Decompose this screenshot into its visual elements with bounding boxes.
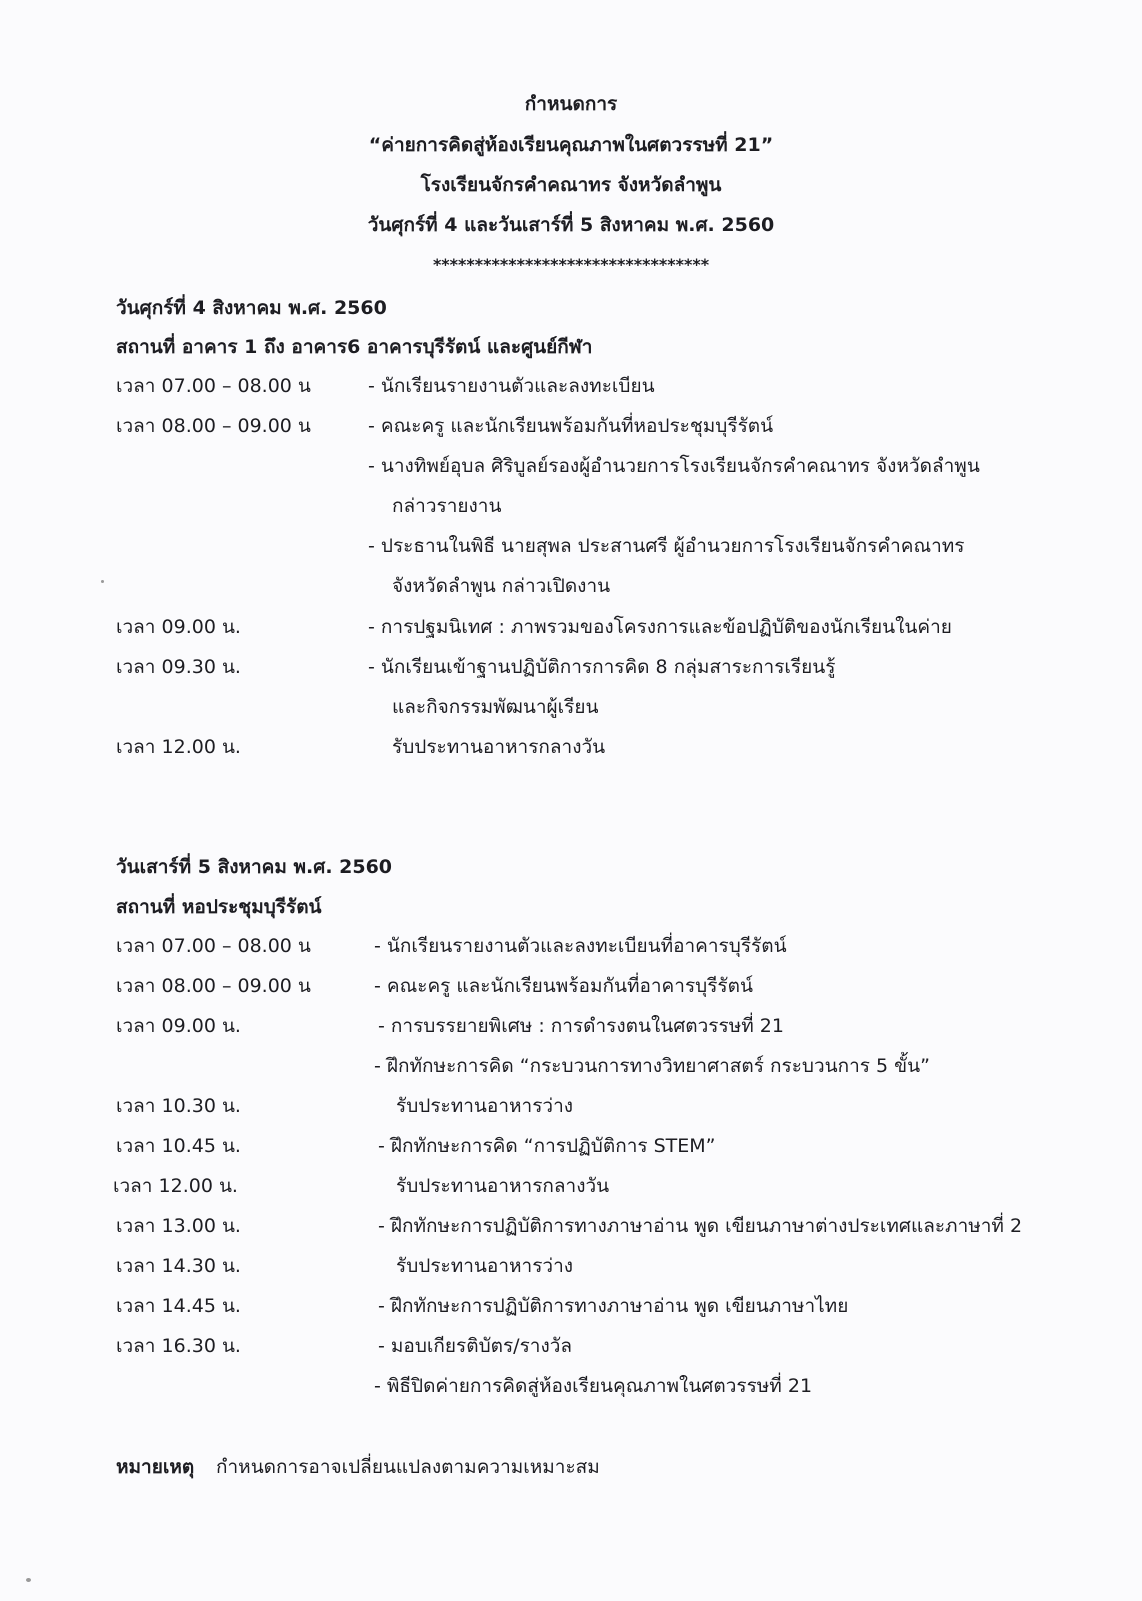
schedule-item: - การปฐมนิเทศ : ภาพรวมของโครงการและข้อปฏิบัติของนักเรียนในค่าย xyxy=(368,616,952,638)
day2-title: วันเสาร์ที่ 5 สิงหาคม พ.ศ. 2560 xyxy=(116,856,393,878)
schedule-item: - ฝึกทักษะการปฏิบัติการทางภาษาอ่าน พูด เขียนภาษาไทย xyxy=(378,1295,849,1317)
schedule-time: เวลา 08.00 – 09.00 น xyxy=(116,975,311,997)
schedule-item: - คณะครู และนักเรียนพร้อมกันที่อาคารบุรีรัตน์ xyxy=(374,975,753,997)
schedule-item: - ฝึกทักษะการคิด “กระบวนการทางวิทยาศาสตร์ กระบวนการ 5 ขั้น” xyxy=(374,1055,930,1077)
day1-title: วันศุกร์ที่ 4 สิงหาคม พ.ศ. 2560 xyxy=(116,297,387,319)
camp-title: “ค่ายการคิดสู่ห้องเรียนคุณภาพในศตวรรษที่ 21” xyxy=(368,134,774,156)
schedule-time: เวลา 09.30 น. xyxy=(116,656,241,678)
schedule-item-continued: และกิจกรรมพัฒนาผู้เรียน xyxy=(392,696,599,718)
schedule-time: เวลา 07.00 – 08.00 น xyxy=(116,375,311,397)
schedule-time: เวลา 14.30 น. xyxy=(116,1255,241,1277)
schedule-item-continued: จังหวัดลำพูน กล่าวเปิดงาน xyxy=(392,575,611,597)
doc-heading: กำหนดการ xyxy=(524,93,618,115)
schedule-time: เวลา 09.00 น. xyxy=(116,1015,241,1037)
schedule-time: เวลา 10.30 น. xyxy=(116,1095,241,1117)
schedule-time: เวลา 12.00 น. xyxy=(116,736,241,758)
schedule-item: - นักเรียนรายงานตัวและลงทะเบียน xyxy=(368,375,655,397)
schedule-item: - ประธานในพิธี นายสุพล ประสานศรี ผู้อำนวยการโรงเรียนจักรคำคณาทร xyxy=(368,535,965,557)
schedule-item: รับประทานอาหารว่าง xyxy=(396,1255,574,1277)
schedule-time: เวลา 13.00 น. xyxy=(116,1215,241,1237)
schedule-time: เวลา 08.00 – 09.00 น xyxy=(116,415,311,437)
divider-stars: ********************************* xyxy=(432,255,710,274)
schedule-item: รับประทานอาหารว่าง xyxy=(396,1095,574,1117)
schedule-time: เวลา 12.00 น. xyxy=(113,1175,238,1197)
schedule-item: - ฝึกทักษะการคิด “การปฏิบัติการ STEM” xyxy=(378,1135,716,1157)
schedule-item: - นางทิพย์อุบล ศิริบูลย์รองผู้อำนวยการโรงเรียนจักรคำคณาทร จังหวัดลำพูน xyxy=(368,455,980,477)
school-name: โรงเรียนจักรคำคณาทร จังหวัดลำพูน xyxy=(420,174,722,196)
schedule-item: รับประทานอาหารกลางวัน xyxy=(392,736,606,758)
schedule-item: - พิธีปิดค่ายการคิดสู่ห้องเรียนคุณภาพในศตวรรษที่ 21 xyxy=(374,1375,813,1397)
day1-venue: สถานที่ อาคาร 1 ถึง อาคาร6 อาคารบุรีรัตน์ และศูนย์กีฬา xyxy=(116,336,593,358)
schedule-item: - ฝึกทักษะการปฏิบัติการทางภาษาอ่าน พูด เขียนภาษาต่างประเทศและภาษาที่ 2 xyxy=(378,1215,1023,1237)
schedule-time: เวลา 07.00 – 08.00 น xyxy=(116,935,311,957)
scan-speck xyxy=(101,580,104,583)
event-dates: วันศุกร์ที่ 4 และวันเสาร์ที่ 5 สิงหาคม พ.ศ. 2560 xyxy=(367,214,775,236)
schedule-time: เวลา 09.00 น. xyxy=(116,616,241,638)
schedule-time: เวลา 10.45 น. xyxy=(116,1135,241,1157)
note-label: หมายเหตุ xyxy=(116,1456,195,1478)
schedule-item: รับประทานอาหารกลางวัน xyxy=(396,1175,610,1197)
schedule-item: - มอบเกียรติบัตร/รางวัล xyxy=(378,1335,573,1357)
schedule-time: เวลา 14.45 น. xyxy=(116,1295,241,1317)
schedule-item-continued: กล่าวรายงาน xyxy=(392,495,502,517)
schedule-item: - การบรรยายพิเศษ : การดำรงตนในศตวรรษที่ 21 xyxy=(378,1015,784,1037)
scan-speck xyxy=(26,1578,31,1582)
schedule-item: - นักเรียนรายงานตัวและลงทะเบียนที่อาคารบุรีรัตน์ xyxy=(374,935,787,957)
note-text: กำหนดการอาจเปลี่ยนแปลงตามความเหมาะสม xyxy=(216,1456,600,1478)
schedule-time: เวลา 16.30 น. xyxy=(116,1335,241,1357)
schedule-item: - คณะครู และนักเรียนพร้อมกันที่หอประชุมบุรีรัตน์ xyxy=(368,415,774,437)
schedule-item: - นักเรียนเข้าฐานปฏิบัติการการคิด 8 กลุ่มสาระการเรียนรู้ xyxy=(368,656,836,678)
day2-venue: สถานที่ หอประชุมบุรีรัตน์ xyxy=(116,896,322,918)
